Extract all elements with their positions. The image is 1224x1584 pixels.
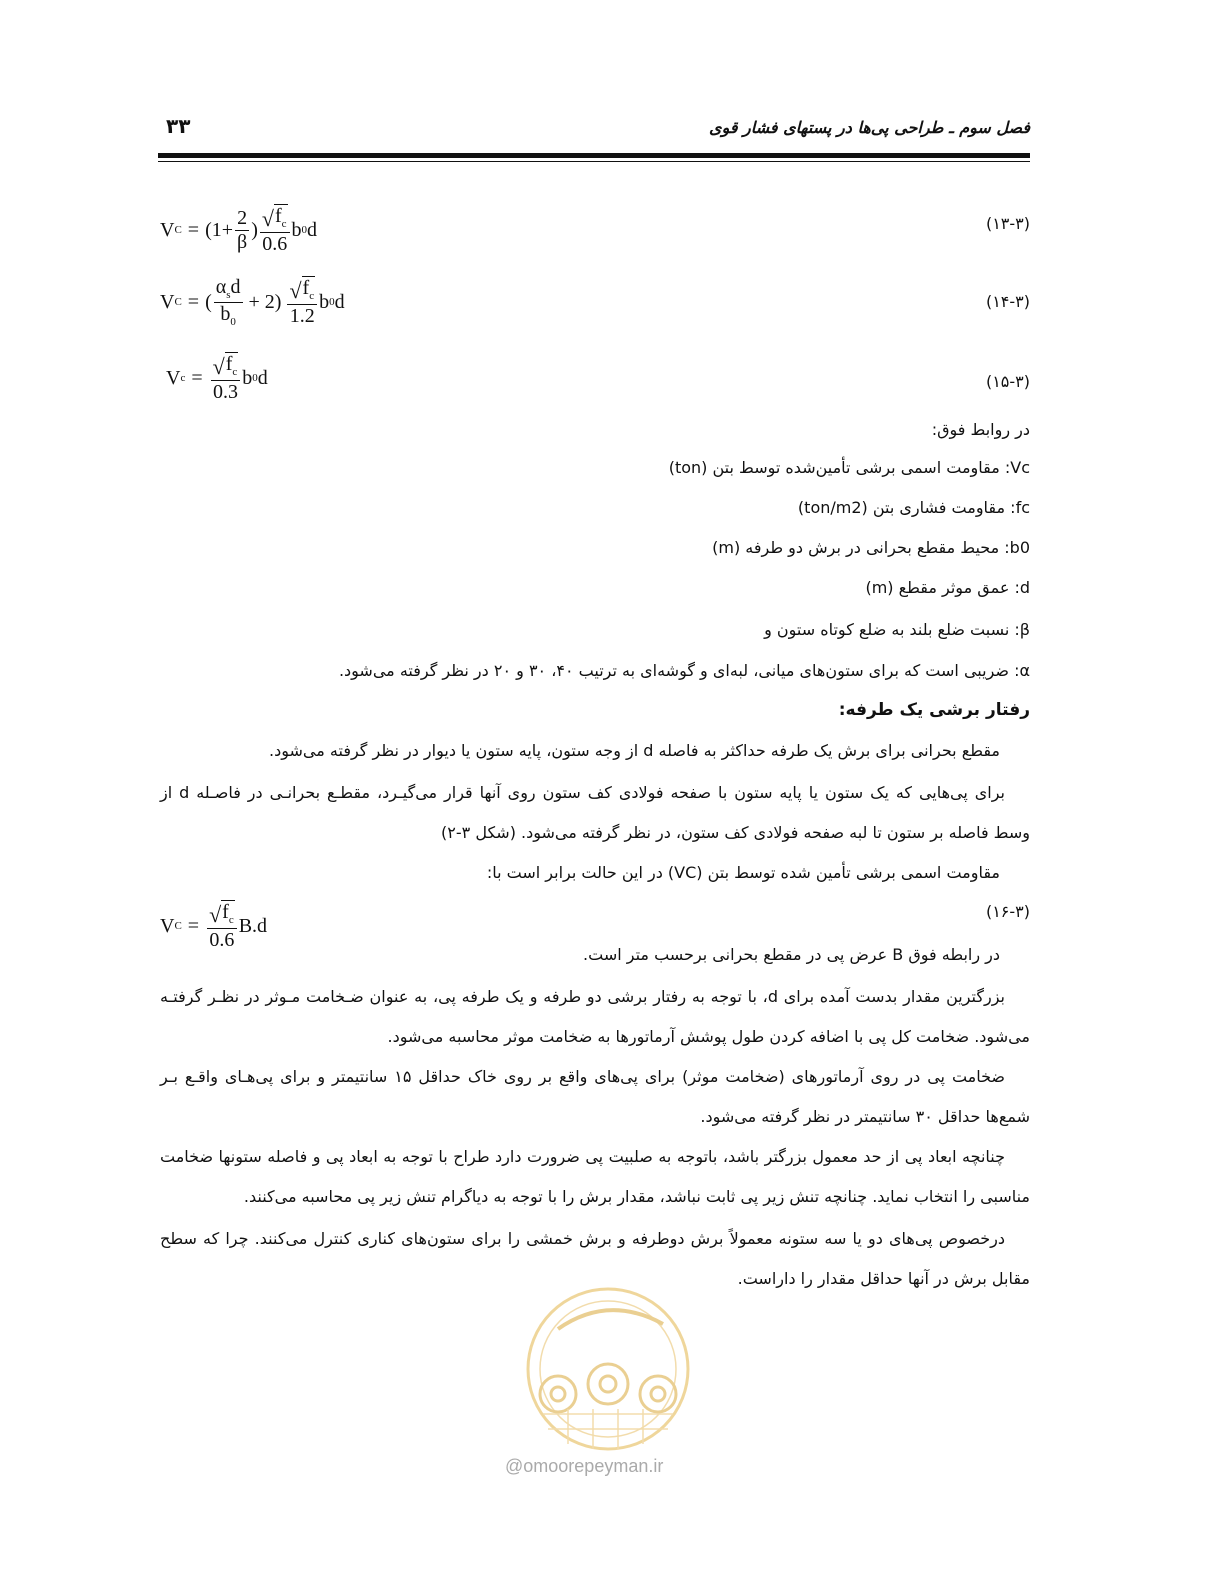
- fraction: $\frac{2}{\beta}$: [237, 206, 248, 253]
- definition-d: d: عمق موثر مقطع (m): [865, 578, 1030, 597]
- fraction: √ $f_c$ 0.6: [260, 204, 290, 256]
- equation-formula: V c = √ $f_c$ 0.3 b 0 d: [166, 353, 268, 404]
- definition-alpha: α: ضریبی است که برای ستون‌های میانی، لبه‌ای و گوشه‌ای به ترتیب ۴۰، ۳۰ و ۲۰ در نظر گرفته می‌شود.: [338, 661, 1030, 680]
- paragraph-7-line-2: مناسبی را انتخاب نماید. چنانچه تنش زیر پی ثابت نباشد، مقدار برش را با توجه به دیاگرام تنش زیر پی محاسبه می‌کنند.: [243, 1187, 1030, 1206]
- equation-13-3: [160, 200, 1030, 260]
- paragraph-2-line-2: وسط فاصله بر ستون تا لبه صفحه فولادی کف ستون، در نظر گرفته می‌شود. (شکل ۳-۲): [441, 823, 1030, 842]
- paragraph-1: مقطع بحرانی برای برش یک طرفه حداکثر به فاصله d از وجه ستون، پایه ستون یا دیوار در نظر گرفته می‌شود.: [269, 741, 1000, 760]
- equation-formula: V C = ( $\frac{\alpha_sd}{b_0}$ + 2) √ $f_c$ 1.2 b 0 d: [160, 276, 345, 328]
- page-number: ۳۳: [166, 114, 191, 138]
- equation-number: (۱۶-۳): [985, 902, 1030, 921]
- definition-vc: Vc: مقاومت اسمی برشی تأمین‌شده توسط بتن (ton): [668, 458, 1030, 477]
- equation-number: (۱۴-۳): [985, 292, 1030, 311]
- definition-b0: b0: محیط مقطع بحرانی در برش دو طرفه (m): [712, 538, 1030, 557]
- header-rule-thick: [158, 153, 1030, 158]
- paragraph-8-line-1: درخصوص پی‌های دو یا سه ستونه معمولاً برش دوطرفه و برش خمشی را برای ستون‌های کناری کنترل می‌کنند. چرا که سطح: [160, 1229, 1005, 1248]
- chapter-title: فصل سوم ـ طراحی پی‌ها در پستهای فشار قوی: [709, 118, 1030, 137]
- equation-14-3: [160, 272, 1030, 336]
- sqrt-symbol: √ $f_c$: [209, 901, 234, 928]
- fraction: √ $f_c$ 0.3: [211, 352, 241, 404]
- sqrt-symbol: √ $f_c$: [212, 353, 238, 380]
- equation-number: (۱۳-۳): [985, 214, 1030, 233]
- fraction: $\frac{\alpha_sd}{b_0}$: [215, 276, 241, 328]
- paragraph-6-line-2: شمع‌ها حداقل ۳۰ سانتیمتر در نظر گرفته می‌شود.: [700, 1107, 1030, 1126]
- equation-formula: V C = (1+ $\frac{2}{\beta}$ ) √ $f_c$ 0.6 b 0 d: [160, 205, 318, 256]
- equation-15-3: [160, 350, 1030, 414]
- gear-logo-icon: [498, 1284, 718, 1454]
- definitions-intro: در روابط فوق:: [931, 420, 1030, 439]
- paragraph-4: در رابطه فوق B عرض پی در مقطع بحرانی برحسب متر است.: [583, 945, 1000, 964]
- watermark-url: @omoorepeyman.ir: [505, 1456, 664, 1476]
- paragraph-5-line-2: می‌شود. ضخامت کل پی با اضافه کردن طول پوشش آرماتورها به ضخامت موثر محاسبه می‌شود.: [387, 1027, 1030, 1046]
- paragraph-3: مقاومت اسمی برشی تأمین شده توسط بتن (VC) در این حالت برابر است با:: [486, 863, 1000, 882]
- paragraph-7-line-1: چنانچه ابعاد پی از حد معمول بزرگتر باشد، باتوجه به صلبیت پی ضرورت دارد طراح با توجه به ابعاد پی و فاصله ستونها ضخامت: [160, 1147, 1005, 1166]
- fraction: √ $f_c$ 0.6: [207, 900, 237, 952]
- equation-number: (۱۵-۳): [985, 372, 1030, 391]
- paragraph-8-line-2: مقابل برش در آنها حداقل مقدار را داراست.: [737, 1269, 1030, 1288]
- paragraph-2-line-1: برای پی‌هایی که یک ستون یا پایه ستون با صفحه فولادی کف ستون روی آنها قرار می‌گیـرد، مقطـع بحرانـی در فاصـله d از: [160, 783, 1006, 802]
- definition-beta: β: نسبت ضلع بلند به ضلع کوتاه ستون و: [764, 620, 1030, 639]
- equation-formula: V C = √ $f_c$ 0.6 B.d: [160, 901, 268, 952]
- section-heading: رفتار برشی یک طرفه:: [838, 700, 1030, 720]
- paragraph-5-line-1: بزرگترین مقدار بدست آمده برای d، با توجه به رفتار برشی دو طرفه و یک طرفه پی، به عنوان ضـخامت مـوثر در نظـر گرفتـه: [160, 987, 1006, 1006]
- header-rule-thin: [158, 161, 1030, 162]
- sqrt-symbol: √ $f_c$: [289, 277, 315, 304]
- sqrt-symbol: √ $f_c$: [261, 205, 287, 232]
- page-header: [160, 114, 1030, 148]
- paragraph-6-line-1: ضخامت پی در روی آرماتورهای (ضخامت موثر) برای پی‌های واقع بر روی خاک حداقل ۱۵ سانتیمتر و برای پی‌هـای واقـع بـر: [160, 1067, 1006, 1086]
- definition-fc: fc: مقاومت فشاری بتن (ton/m2): [797, 498, 1030, 517]
- fraction: √ $f_c$ 1.2: [287, 276, 317, 328]
